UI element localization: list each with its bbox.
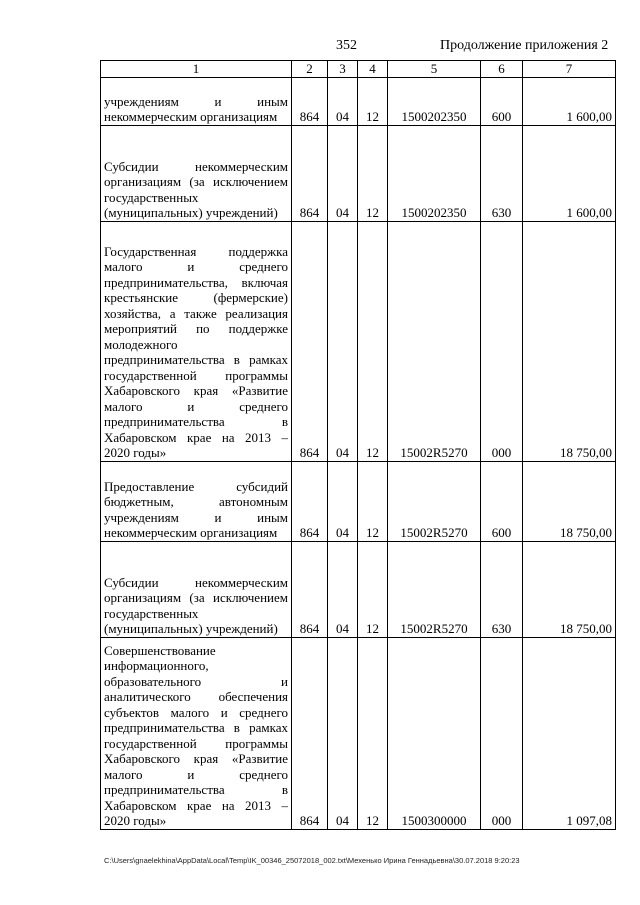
column-header: 4 xyxy=(358,61,388,78)
cell-subsection: 12 xyxy=(358,637,388,829)
cell-ministry: 864 xyxy=(292,461,328,541)
cell-target: 15002R5270 xyxy=(388,221,481,461)
column-header: 6 xyxy=(481,61,523,78)
budget-table xyxy=(100,60,616,830)
cell-ministry: 864 xyxy=(292,541,328,637)
table-row xyxy=(101,125,616,221)
cell-ministry: 864 xyxy=(292,77,328,125)
cell-expense-type: 630 xyxy=(481,541,523,637)
cell-ministry: 864 xyxy=(292,637,328,829)
row-name: учреждениям и иным некоммерческим организациям xyxy=(101,77,292,125)
cell-target: 15002R5270 xyxy=(388,461,481,541)
table-row xyxy=(101,461,616,541)
cell-section: 04 xyxy=(328,77,358,125)
row-name: Субсидии некоммерческим организациям (за исключением государственных (муниципальных) учреждений) xyxy=(101,125,292,221)
file-path-footer: C:\Users\gnaelekhina\AppData\Local\Temp\IK_00346_25072018_002.txt\Мехенько Ирина Геннадьевна\30.07.2018 9:20:23 xyxy=(104,856,520,865)
cell-expense-type: 000 xyxy=(481,637,523,829)
table-row xyxy=(101,541,616,637)
cell-section: 04 xyxy=(328,637,358,829)
cell-section: 04 xyxy=(328,541,358,637)
continuation-label: Продолжение приложения 2 xyxy=(440,38,609,53)
cell-expense-type: 600 xyxy=(481,77,523,125)
table-row xyxy=(101,637,616,829)
cell-expense-type: 000 xyxy=(481,221,523,461)
table-row xyxy=(101,77,616,125)
column-header: 7 xyxy=(523,61,616,78)
row-name: Государственная поддержка малого и среднего предпринимательства, включая крестьянские (фермерские) хозяйства, а также реализация мероприятий по поддержке молодежного предпринимательства в рамках государственной программы Хабаровского края «Развитие малого и среднего предпринимательства в Хабаровском крае на 2013 – 2020 годы» xyxy=(101,221,292,461)
page-number: 352 xyxy=(336,38,357,53)
cell-expense-type: 600 xyxy=(481,461,523,541)
cell-amount: 1 600,00 xyxy=(523,77,616,125)
cell-target: 1500300000 xyxy=(388,637,481,829)
cell-amount: 18 750,00 xyxy=(523,221,616,461)
cell-subsection: 12 xyxy=(358,125,388,221)
cell-target: 15002R5270 xyxy=(388,541,481,637)
cell-ministry: 864 xyxy=(292,125,328,221)
column-header: 3 xyxy=(328,61,358,78)
cell-subsection: 12 xyxy=(358,461,388,541)
cell-subsection: 12 xyxy=(358,541,388,637)
cell-target: 1500202350 xyxy=(388,125,481,221)
table-header-row xyxy=(101,61,616,78)
cell-target: 1500202350 xyxy=(388,77,481,125)
cell-section: 04 xyxy=(328,461,358,541)
row-name: Субсидии некоммерческим организациям (за исключением государственных (муниципальных) учреждений) xyxy=(101,541,292,637)
table-row xyxy=(101,221,616,461)
cell-amount: 18 750,00 xyxy=(523,461,616,541)
cell-amount: 1 600,00 xyxy=(523,125,616,221)
cell-subsection: 12 xyxy=(358,221,388,461)
cell-section: 04 xyxy=(328,125,358,221)
cell-section: 04 xyxy=(328,221,358,461)
cell-ministry: 864 xyxy=(292,221,328,461)
column-header: 5 xyxy=(388,61,481,78)
column-header: 2 xyxy=(292,61,328,78)
row-name: Предоставление субсидий бюджетным, автономным учреждениям и иным некоммерческим организациям xyxy=(101,461,292,541)
cell-amount: 18 750,00 xyxy=(523,541,616,637)
column-header: 1 xyxy=(101,61,292,78)
cell-expense-type: 630 xyxy=(481,125,523,221)
cell-subsection: 12 xyxy=(358,77,388,125)
row-name: Совершенствование информационного, образовательного и аналитического обеспечения субъектов малого и среднего предпринимательства в рамках государственной программы Хабаровского края «Развитие малого и среднего предпринимательства в Хабаровском крае на 2013 – 2020 годы» xyxy=(101,637,292,829)
cell-amount: 1 097,08 xyxy=(523,637,616,829)
